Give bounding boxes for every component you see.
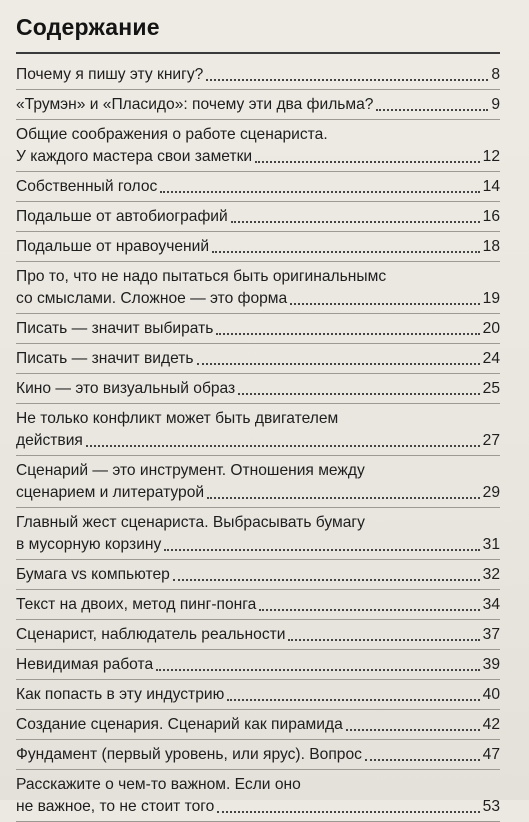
toc-entry-title: Фундамент (первый уровень, или ярус). Вопрос <box>16 746 362 763</box>
toc-page-number: 37 <box>482 626 500 643</box>
toc-page-number: 9 <box>491 96 500 113</box>
toc-entry <box>16 404 500 456</box>
toc-entry-line <box>16 94 500 116</box>
toc-entry-line <box>16 206 500 228</box>
toc-entry-line <box>16 318 500 340</box>
toc-page-number: 14 <box>482 178 500 195</box>
toc-entry-line <box>16 684 500 706</box>
toc-entry-line <box>16 236 500 258</box>
toc-entry-line <box>16 124 500 146</box>
toc-entry-title: со смыслами. Сложное — это форма <box>16 290 288 307</box>
dot-leader <box>217 811 479 813</box>
toc-entry-title: Почему я пишу эту книгу? <box>16 66 204 83</box>
page-title: Содержание <box>16 14 160 40</box>
toc-entry-title: Как попасть в эту индустрию <box>16 686 225 703</box>
dot-leader <box>290 303 479 305</box>
toc-page-number: 47 <box>482 746 500 763</box>
toc-entry-line <box>16 408 500 430</box>
toc-page-number: 12 <box>482 148 500 165</box>
toc-entry-title: Кино — это визуальный образ <box>16 380 236 397</box>
dot-leader <box>365 759 480 761</box>
toc-entry-line <box>16 482 500 504</box>
toc-entry <box>16 590 500 620</box>
title-divider <box>16 52 500 54</box>
toc-entry-line <box>16 594 500 616</box>
dot-leader <box>160 191 479 193</box>
toc-page-number: 53 <box>482 798 500 815</box>
dot-leader <box>212 251 480 253</box>
dot-leader <box>164 549 479 551</box>
toc-entry-title: У каждого мастера свои заметки <box>16 148 253 165</box>
toc-entry <box>16 740 500 770</box>
toc-page-number: 20 <box>482 320 500 337</box>
dot-leader <box>173 579 480 581</box>
toc-entry-title: Не только конфликт может быть двигателем <box>16 410 339 427</box>
toc-entry <box>16 374 500 404</box>
toc-page-number: 19 <box>482 290 500 307</box>
dot-leader <box>86 445 480 447</box>
toc-entry-line <box>16 512 500 534</box>
dot-leader <box>259 609 479 611</box>
dot-leader <box>156 669 479 671</box>
toc-entry <box>16 650 500 680</box>
toc-page-number: 8 <box>491 66 500 83</box>
dot-leader <box>376 109 488 111</box>
toc-entry <box>16 508 500 560</box>
table-of-contents <box>16 60 500 822</box>
dot-leader <box>216 333 479 335</box>
toc-entry-title: действия <box>16 432 83 449</box>
toc-entry-line <box>16 534 500 556</box>
toc-page-number: 24 <box>482 350 500 367</box>
toc-entry-title: Невидимая работа <box>16 656 154 673</box>
toc-entry-line <box>16 146 500 168</box>
toc-entry-line <box>16 796 500 818</box>
toc-entry-title: Главный жест сценариста. Выбрасывать бумагу <box>16 514 365 531</box>
toc-entry <box>16 344 500 374</box>
toc-entry-line <box>16 288 500 310</box>
toc-entry-title: Сценарий — это инструмент. Отношения между <box>16 462 365 479</box>
toc-entry <box>16 232 500 262</box>
toc-page-number: 32 <box>482 566 500 583</box>
toc-entry-line <box>16 624 500 646</box>
toc-entry-title: «Трумэн» и «Пласидо»: почему эти два фильма? <box>16 96 374 113</box>
toc-entry-line <box>16 564 500 586</box>
dot-leader <box>255 161 480 163</box>
toc-entry-line <box>16 714 500 736</box>
toc-entry-title: Расскажите о чем-то важном. Если оно <box>16 776 301 793</box>
toc-entry-line <box>16 64 500 86</box>
toc-entry <box>16 710 500 740</box>
toc-entry <box>16 262 500 314</box>
toc-entry-line <box>16 176 500 198</box>
toc-entry-line <box>16 460 500 482</box>
toc-entry <box>16 90 500 120</box>
dot-leader <box>197 363 480 365</box>
toc-entry-title: сценарием и литературой <box>16 484 205 501</box>
toc-page-number: 42 <box>482 716 500 733</box>
toc-page-number: 34 <box>482 596 500 613</box>
toc-entry-title: в мусорную корзину <box>16 536 162 553</box>
toc-entry-line <box>16 744 500 766</box>
toc-entry-title: не важное, то не стоит того <box>16 798 215 815</box>
toc-entry <box>16 202 500 232</box>
toc-entry <box>16 172 500 202</box>
toc-entry-title: Общие соображения о работе сценариста. <box>16 126 328 143</box>
dot-leader <box>227 699 479 701</box>
toc-page-number: 31 <box>482 536 500 553</box>
toc-entry-line <box>16 348 500 370</box>
toc-entry <box>16 60 500 90</box>
toc-page-number: 27 <box>482 432 500 449</box>
dot-leader <box>231 221 480 223</box>
toc-entry-line <box>16 266 500 288</box>
dot-leader <box>207 497 480 499</box>
toc-page-number: 40 <box>482 686 500 703</box>
dot-leader <box>238 393 479 395</box>
toc-entry-title: Писать — значит выбирать <box>16 320 214 337</box>
toc-entry <box>16 560 500 590</box>
dot-leader <box>288 639 479 641</box>
toc-entry-title: Собственный голос <box>16 178 158 195</box>
toc-entry-title: Подальше от нравоучений <box>16 238 210 255</box>
toc-entry <box>16 770 500 822</box>
toc-entry-title: Создание сценария. Сценарий как пирамида <box>16 716 343 733</box>
toc-entry-line <box>16 774 500 796</box>
toc-page-number: 29 <box>482 484 500 501</box>
toc-entry <box>16 680 500 710</box>
toc-page-number: 16 <box>482 208 500 225</box>
toc-entry-line <box>16 654 500 676</box>
toc-entry-title: Про то, что не надо пытаться быть оригинальнымс <box>16 268 387 285</box>
toc-entry-title: Подальше от автобиографий <box>16 208 228 225</box>
dot-leader <box>206 79 488 81</box>
toc-entry-title: Бумага vs компьютер <box>16 566 170 583</box>
toc-entry-line <box>16 378 500 400</box>
toc-entry <box>16 620 500 650</box>
toc-entry <box>16 456 500 508</box>
toc-entry-title: Писать — значит видеть <box>16 350 194 367</box>
toc-page-number: 25 <box>482 380 500 397</box>
toc-page-number: 39 <box>482 656 500 673</box>
toc-entry <box>16 314 500 344</box>
toc-entry-line <box>16 430 500 452</box>
toc-entry <box>16 120 500 172</box>
toc-page-number: 18 <box>482 238 500 255</box>
dot-leader <box>346 729 480 731</box>
toc-entry-title: Сценарист, наблюдатель реальности <box>16 626 286 643</box>
toc-entry-title: Текст на двоих, метод пинг-понга <box>16 596 257 613</box>
